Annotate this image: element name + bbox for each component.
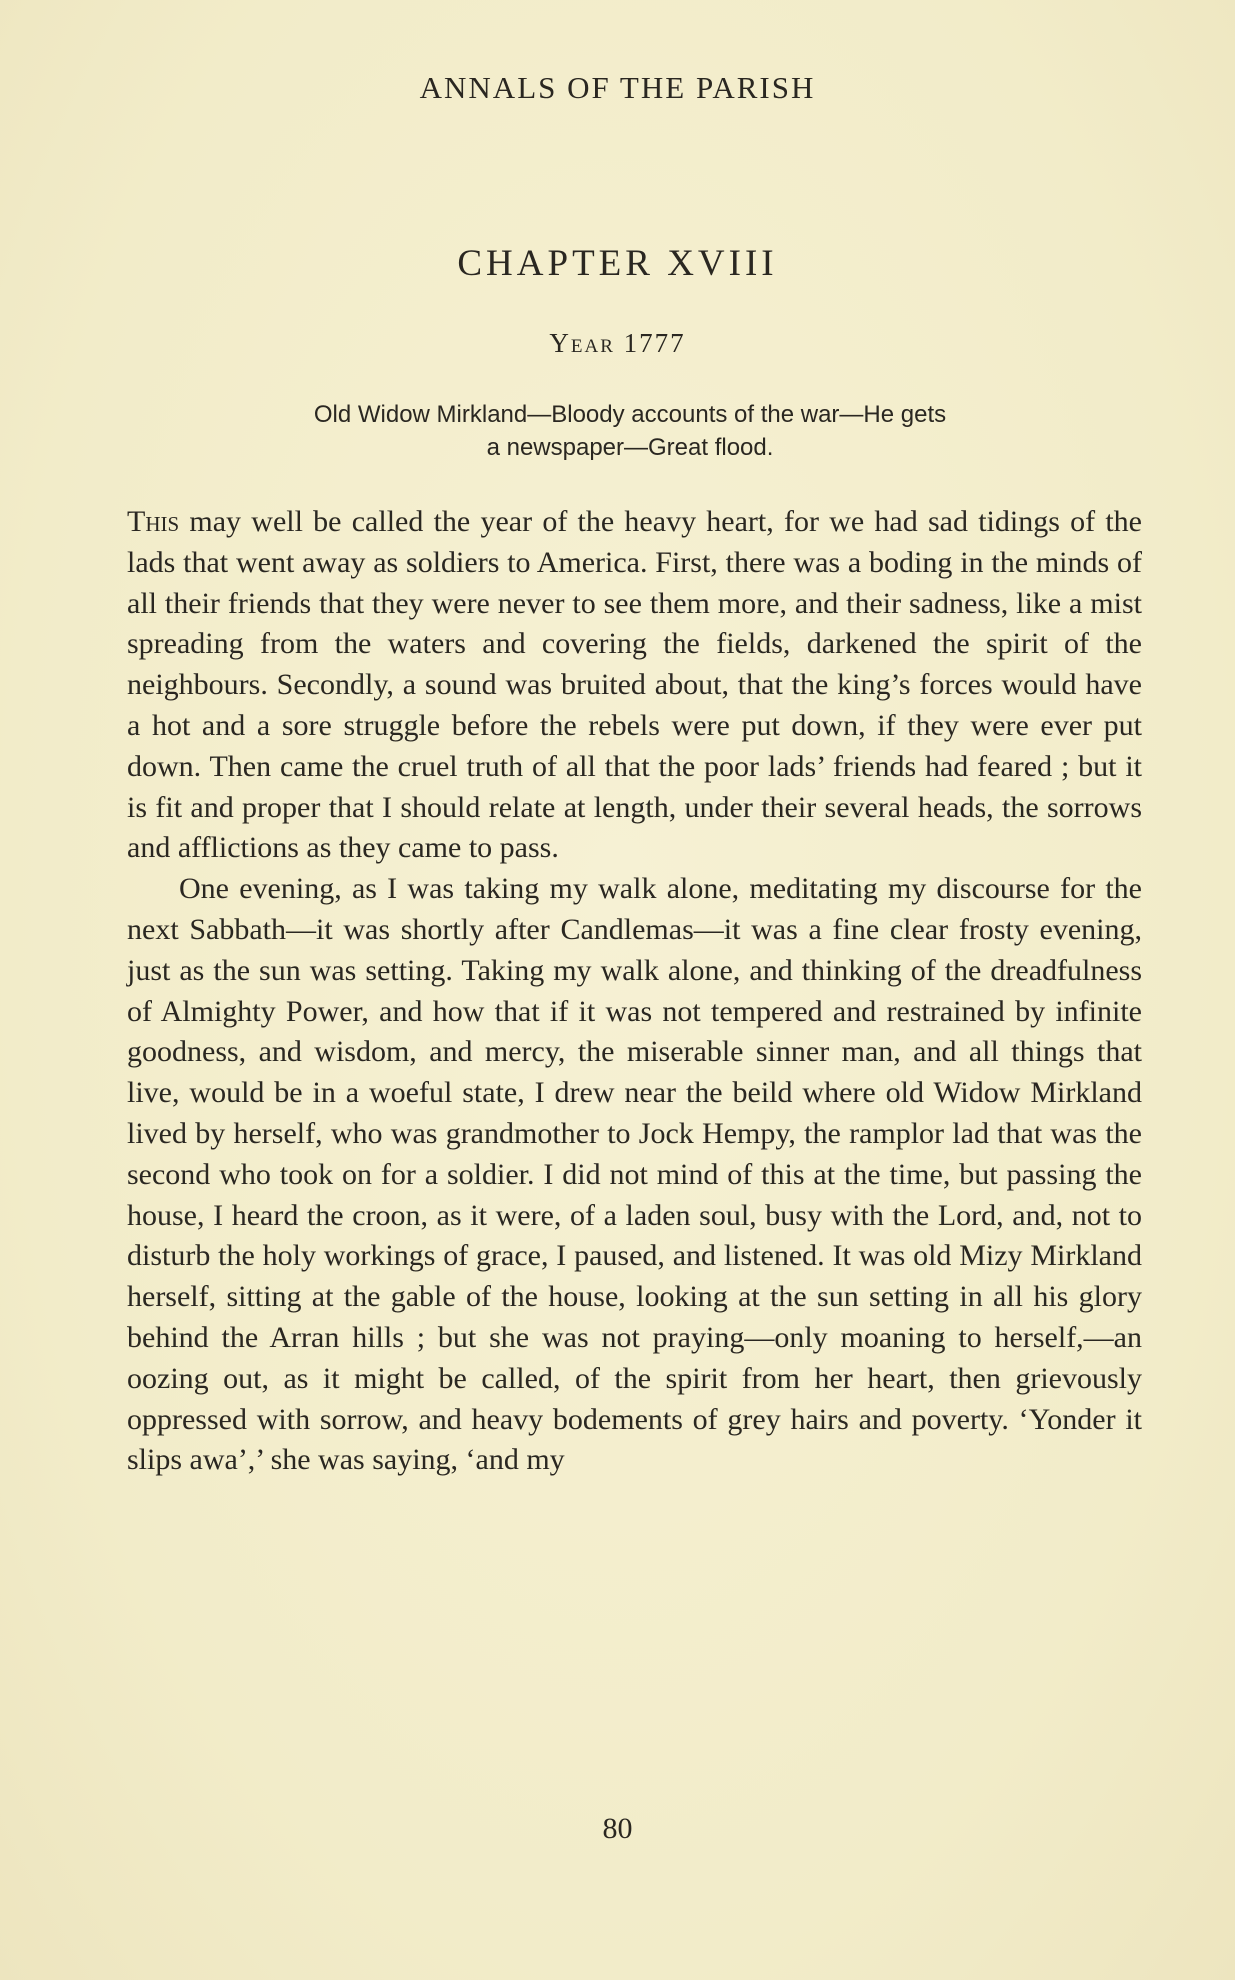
chapter-year: Year 1777	[549, 328, 686, 358]
chapter-title: CHAPTER XVIII	[457, 243, 778, 284]
paragraph	[127, 869, 1142, 1481]
synopsis-line: Old Widow Mirkland—Bloody accounts of the war—He gets	[313, 401, 947, 428]
running-head: ANNALS OF THE PARISH	[419, 70, 816, 105]
paragraph-text: One evening, as I was taking my walk alone, meditating my discourse for the next Sabbath—it was shortly after Candlemas—it was a fine clear frosty evening, just as the sun was setting. Taking my walk alone, and thinking of the dreadfulness of Almighty Power, and how that if it was not tempered and restrained by infinite goodness, and wisdom, and mercy, the miserable sinner man, and all things that live, would be in a woeful state, I drew near the beild where old Widow Mirkland lived by herself, who was grandmother to Jock Hempy, the ramplor lad that was the second who took on for a soldier. I did not mind of this at the time, but passing the house, I heard the croon, as it were, of a laden soul, busy with the Lord, and, not to disturb the holy workings of grace, I paused, and listened. It was old Mizy Mirkland herself, sitting at the gable of the house, looking at the sun setting in all his glory behind the Arran hills ; but she was not praying—only moaning to herself,—an oozing out, as it might be called, of the spirit from her heart, then grievously oppressed with sorrow, and heavy bodements of grey hairs and poverty. ‘Yonder it slips awa’,’ she was saying, ‘and my	[127, 872, 1142, 1477]
body-text	[127, 502, 1142, 1481]
chapter-synopsis	[200, 398, 1060, 464]
synopsis-line: a newspaper—Great flood.	[486, 434, 774, 461]
paragraph-lead-word: This	[127, 505, 180, 538]
paragraph-text: may well be called the year of the heavy heart, for we had sad tidings of the lads that went away as soldiers to America. First, there was a boding in the minds of all their friends that they were never to see them more, and their sadness, like a mist spreading from the waters and covering the fields, darkened the spirit of the neighbours. Secondly, a sound was bruited about, that the king’s forces would have a hot and a sore struggle before the rebels were put down, if they were ever put down. Then came the cruel truth of all that the poor lads’ friends had feared ; but it is fit and proper that I should relate at length, under their several heads, the sorrows and afflictions as they came to pass.	[127, 505, 1142, 865]
paragraph	[127, 502, 1142, 869]
page-number: 80	[602, 1812, 633, 1845]
